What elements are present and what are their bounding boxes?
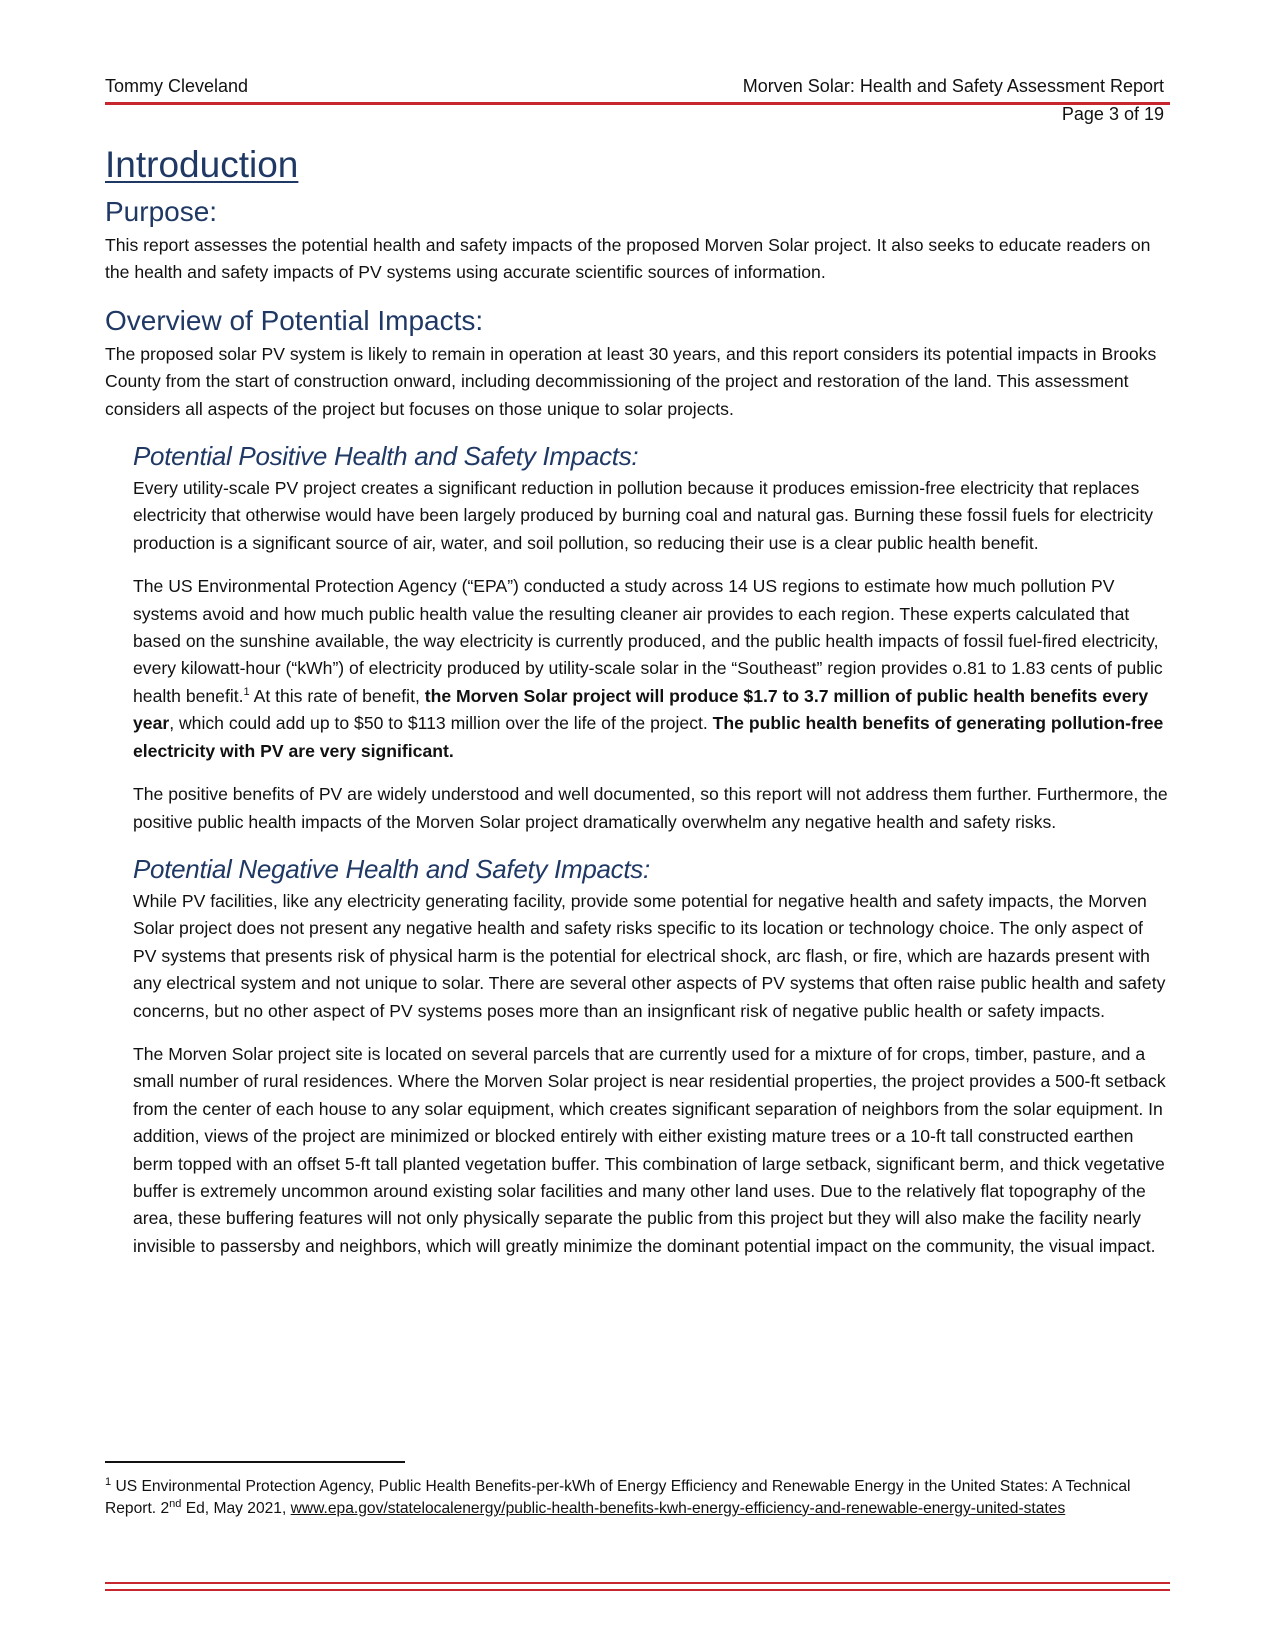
header-author: Tommy Cleveland	[105, 76, 249, 96]
footnote	[105, 1476, 1170, 1519]
footnote-text-a: US Environmental Protection Agency, Public Health Benefits-per-kWh of Energy Efficiency and Renewable Energy in the United States: A Technical Report. 2	[105, 1478, 1131, 1517]
positive-paragraph-2-text-c: , which could add up to $50 to $113 million over the life of the project.	[169, 713, 713, 734]
positive-paragraph-2-bold-b: The public health benefits of generating pollution-free electricity with PV are very significant.	[133, 713, 1164, 761]
positive-paragraph-2-text-a: The US Environmental Protection Agency (“EPA”) conducted a study across 14 US regions to estimate how much pollution PV systems avoid and how much public health value the resulting cleaner air provides to each region. These experts calculated that based on the sunshine available, the way electricity is currently produced, and the public health impacts of fossil fuel-fired electricity, every kilowatt-hour (“kWh”) of electricity produced by utility-scale solar in the “Southeast” region provides o.81 to 1.83 cents of public health benefit.	[133, 576, 1163, 706]
footnote-text-b: Ed, May 2021,	[181, 1499, 291, 1517]
positive-paragraph-1: Every utility-scale PV project creates a significant reduction in pollution because it produces emission-free electricity that replaces electricity that otherwise would have been largely produced by burning coal and natural gas. Burning these fossil fuels for electricity production is a significant source of air, water, and soil pollution, so reducing their use is a clear public health benefit.	[133, 478, 1154, 553]
footnote-marker: 1	[105, 1475, 112, 1488]
introduction-heading: Introduction	[105, 144, 299, 185]
footer-rule-top	[105, 1582, 1170, 1584]
negative-paragraph-2: The Morven Solar project site is located on several parcels that are currently used for a mixture of for crops, timber, pasture, and a small number of rural residences. Where the Morven Solar project is near residential properties, the project provides a 500-ft setback from the center of each house to any solar equipment, which creates significant separation of neighbors from the solar equipment. In addition, views of the project are minimized or blocked entirely with either existing mature trees or a 10-ft tall constructed earthen berm topped with an offset 5-ft tall planted vegetation buffer. This combination of large setback, significant berm, and thick vegetative buffer is extremely uncommon around existing solar facilities and many other land uses. Due to the relatively flat topography of the area, these buffering features will not only physically separate the public from this project but they will also make the facility nearly invisible to passersby and neighbors, which will greatly minimize the dominant potential impact on the community, the visual impact.	[133, 1043, 1166, 1256]
positive-paragraph-2-text-b: At this rate of benefit,	[249, 685, 425, 706]
overview-heading: Overview of Potential Impacts:	[105, 304, 484, 336]
page-number: Page 3 of 19	[1061, 104, 1164, 124]
header-report-title: Morven Solar: Health and Safety Assessment Report	[742, 76, 1164, 96]
purpose-paragraph: This report assesses the potential health and safety impacts of the proposed Morven Solar project. It also seeks to educate readers on the health and safety impacts of PV systems using accurate scientific sources of information.	[105, 235, 1151, 283]
positive-paragraph-2	[133, 573, 1170, 765]
page-content	[105, 142, 1170, 1260]
negative-impacts-heading: Potential Negative Health and Safety Impacts:	[133, 853, 650, 884]
page-header	[105, 74, 1170, 105]
footer-rule-bottom	[105, 1589, 1170, 1591]
footnote-ordinal-suffix: nd	[169, 1497, 182, 1510]
negative-paragraph-1: While PV facilities, like any electricity generating facility, provide some potential for negative health and safety impacts, the Morven Solar project does not present any negative health and safety risks specific to its location or technology choice. The only aspect of PV systems that presents risk of physical harm is the potential for electrical shock, arc flash, or fire, which are hazards present with any electrical system and not unique to solar. There are several other aspects of PV systems that often raise public health and safety concerns, but no other aspect of PV systems poses more than an insignficant risk of negative public health or safety impacts.	[133, 890, 1166, 1021]
positive-impacts-heading: Potential Positive Health and Safety Impacts:	[133, 441, 639, 472]
positive-paragraph-2-bold-a: the Morven Solar project will produce $1.7 to 3.7 million of public health benefits every year	[133, 685, 1149, 734]
overview-paragraph: The proposed solar PV system is likely to remain in operation at least 30 years, and this report considers its potential impacts in Brooks County from the start of construction onward, including decommissioning of the project and restoration of the land. This assessment considers all aspects of the project but focuses on those unique to solar projects.	[105, 343, 1157, 419]
footnote-separator	[105, 1461, 405, 1463]
positive-paragraph-3: The positive benefits of PV are widely understood and well documented, so this report will not address them further. Furthermore, the positive public health impacts of the Morven Solar project dramatically overwhelm any negative health and safety risks.	[133, 784, 1168, 832]
purpose-heading: Purpose:	[105, 196, 218, 227]
footnote-reference[interactable]: 1	[243, 686, 250, 699]
footnote-link[interactable]: www.epa.gov/statelocalenergy/public-health-benefits-kwh-energy-efficiency-and-renewable-energy-united-states	[290, 1499, 1066, 1517]
